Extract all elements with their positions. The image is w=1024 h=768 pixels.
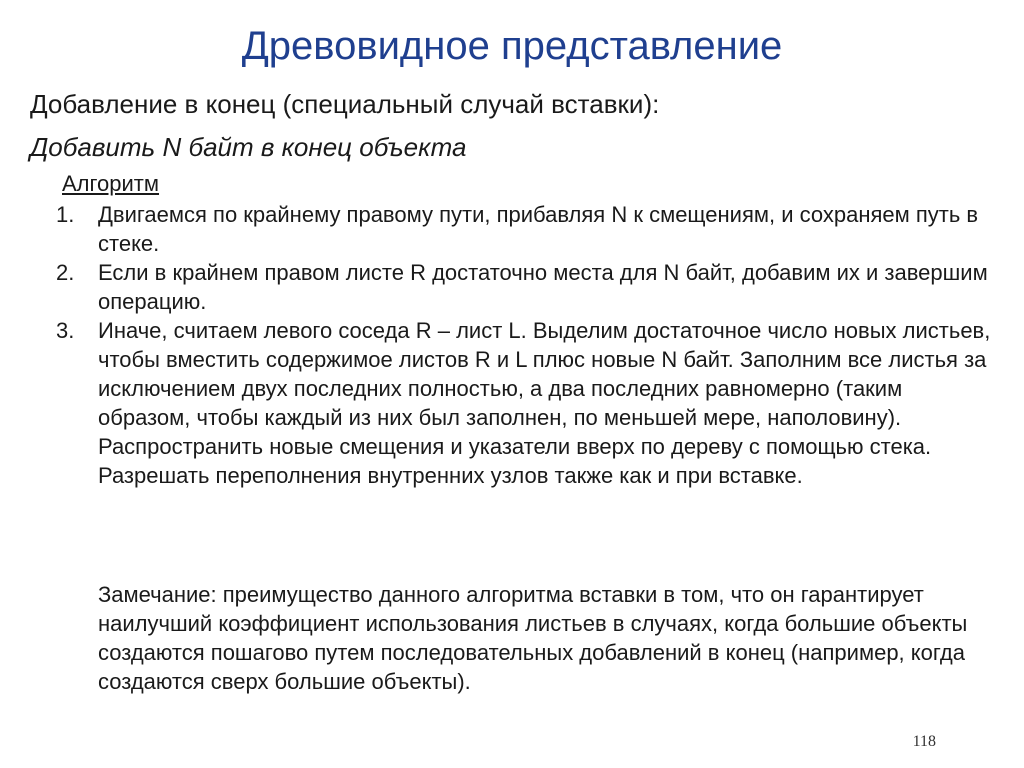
- step-number: 3.: [56, 318, 75, 343]
- section-subheading: Добавить N байт в конец объекта: [30, 132, 467, 162]
- step-number: 1.: [56, 202, 75, 227]
- step-text: Иначе, считаем левого соседа R – лист L. Выделим достаточное число новых листьев, чтобы вместить содержимое листов R и L плюс новые N байт. Заполним все листья за исключением двух последних полностью, а два последних равномерно (таким образом, чтобы каждый из них был заполнен, по меньшей мере, наполовину). Распространить новые смещения и указатели вверх по дереву с помощью стека. Разрешать переполнения внутренних узлов также как и при вставке.: [98, 318, 991, 488]
- algorithm-steps-list: [56, 200, 996, 490]
- algorithm-step-3: [56, 316, 996, 490]
- slide-title: Древовидное представление: [241, 24, 783, 68]
- page-number: 118: [912, 733, 936, 750]
- algorithm-step-2: [56, 258, 996, 316]
- note-paragraph: Замечание: преимущество данного алгоритма вставки в том, что он гарантирует наилучший коэффициент использования листьев в случаях, когда большие объекты создаются пошагово путем последовательных добавлений в конец (например, когда создаются сверх большие объекты).: [98, 582, 968, 694]
- step-text: Если в крайнем правом листе R достаточно места для N байт, добавим их и завершим операцию.: [98, 260, 988, 314]
- step-number: 2.: [56, 260, 75, 285]
- step-text: Двигаемся по крайнему правому пути, прибавляя N к смещениям, и сохраняем путь в стеке.: [98, 202, 979, 256]
- algorithm-label: Алгоритм: [62, 171, 160, 196]
- section-heading: Добавление в конец (специальный случай вставки):: [30, 89, 660, 119]
- algorithm-step-1: [56, 200, 996, 258]
